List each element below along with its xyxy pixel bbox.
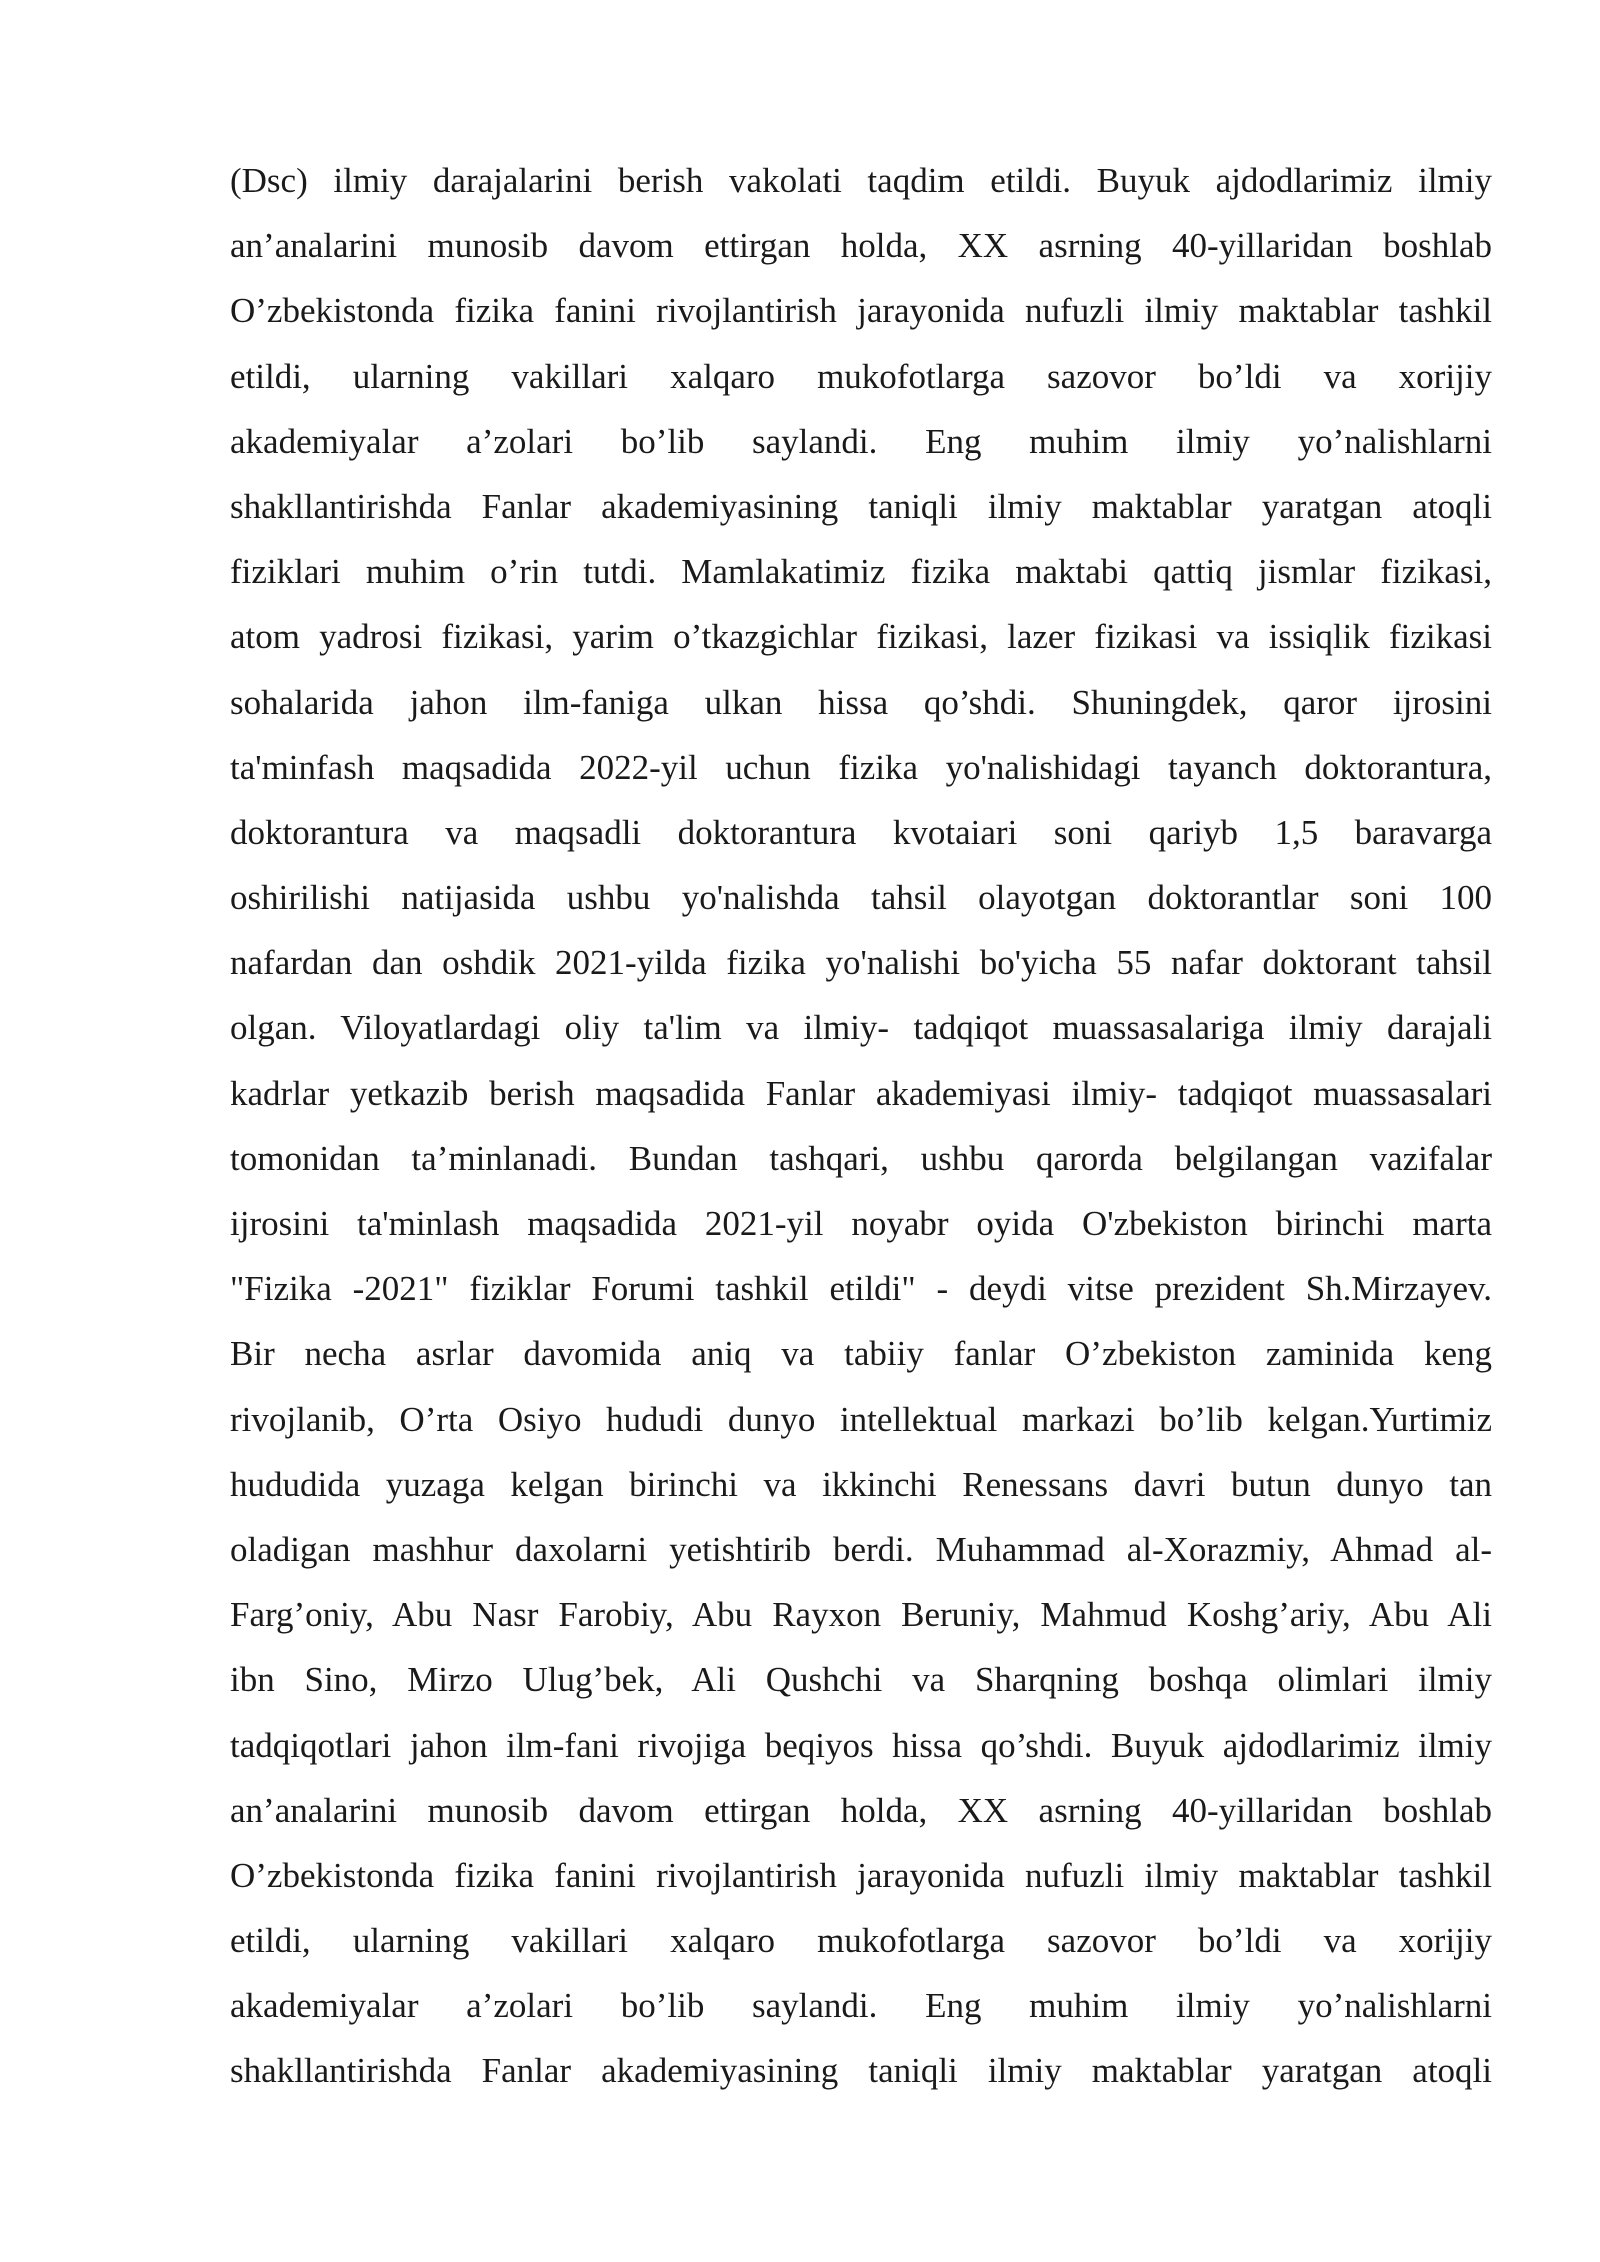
text-line: oladigan mashhur daxolarni yetishtirib berdi. Muhammad al-Xorazmiy, Ahmad al- — [230, 1529, 1492, 1569]
text-line: doktorantura va maqsadli doktorantura kvotaiari soni qariyb 1,5 baravarga — [230, 812, 1492, 852]
text-line: shakllantirishda Fanlar akademiyasining taniqli ilmiy maktablar yaratgan atoqli — [230, 2051, 1492, 2091]
text-line: an’analarini munosib davom ettirgan holda, XX asrning 40-yillaridan boshlab — [230, 1790, 1492, 1830]
text-line: O’zbekistonda fizika fanini rivojlantirish jarayonida nufuzli ilmiy maktablar tashkil — [230, 291, 1492, 331]
text-line: kadrlar yetkazib berish maqsadida Fanlar akademiyasi ilmiy- tadqiqot muassasalari — [230, 1073, 1492, 1113]
text-line: shakllantirishda Fanlar akademiyasining taniqli ilmiy maktablar yaratgan atoqli — [230, 486, 1492, 526]
text-line: atom yadrosi fizikasi, yarim o’tkazgichlar fizikasi, lazer fizikasi va issiqlik fizikasi — [230, 617, 1492, 657]
text-line: Bir necha asrlar davomida aniq va tabiiy fanlar O’zbekiston zaminida keng — [230, 1334, 1492, 1374]
text-line: (Dsc) ilmiy darajalarini berish vakolati taqdim etildi. Buyuk ajdodlarimiz ilmiy — [230, 161, 1492, 200]
text-line: ijrosini ta'minlash maqsadida 2021-yil noyabr oyida O'zbekiston birinchi marta — [230, 1204, 1492, 1243]
text-line: etildi, ularning vakillari xalqaro mukofotlarga sazovor bo’ldi va xorijiy — [230, 1921, 1492, 1961]
text-line: akademiyalar a’zolari bo’lib saylandi. Eng muhim ilmiy yo’nalishlarni — [230, 1986, 1492, 2026]
text-line: ta'minfash maqsadida 2022-yil uchun fizika yo'nalishidagi tayanch doktorantura, — [230, 747, 1492, 787]
text-line: fiziklari muhim o’rin tutdi. Mamlakatimiz fizika maktabi qattiq jismlar fizikasi, — [230, 552, 1492, 592]
text-line: akademiyalar a’zolari bo’lib saylandi. Eng muhim ilmiy yo’nalishlarni — [230, 421, 1492, 461]
body-text — [230, 148, 1492, 2104]
text-line: "Fizika -2021" fiziklar Forumi tashkil etildi" - deydi vitse prezident Sh.Mirzayev. — [230, 1269, 1492, 1309]
text-line: oshirilishi natijasida ushbu yo'nalishda tahsil olayotgan doktorantlar soni 100 — [230, 878, 1492, 918]
text-line: an’analarini munosib davom ettirgan holda, XX asrning 40-yillaridan boshlab — [230, 226, 1492, 266]
text-line: tomonidan ta’minlanadi. Bundan tashqari, ushbu qarorda belgilangan vazifalar — [230, 1138, 1492, 1178]
text-line: hududida yuzaga kelgan birinchi va ikkinchi Renessans davri butun dunyo tan — [230, 1464, 1492, 1504]
text-line: sohalarida jahon ilm-faniga ulkan hissa qo’shdi. Shuningdek, qaror ijrosini — [230, 682, 1492, 722]
text-line: nafardan dan oshdik 2021-yilda fizika yo'nalishi bo'yicha 55 nafar doktorant tahsil — [230, 943, 1492, 983]
text-line: ibn Sino, Mirzo Ulug’bek, Ali Qushchi va Sharqning boshqa olimlari ilmiy — [230, 1660, 1492, 1700]
text-line: olgan. Viloyatlardagi oliy ta'lim va ilmiy- tadqiqot muassasalariga ilmiy darajali — [230, 1008, 1492, 1048]
text-line: O’zbekistonda fizika fanini rivojlantirish jarayonida nufuzli ilmiy maktablar tashkil — [230, 1855, 1492, 1895]
text-line: etildi, ularning vakillari xalqaro mukofotlarga sazovor bo’ldi va xorijiy — [230, 356, 1492, 396]
text-line: rivojlanib, O’rta Osiyo hududi dunyo intellektual markazi bo’lib kelgan.Yurtimiz — [230, 1399, 1492, 1439]
text-line: tadqiqotlari jahon ilm-fani rivojiga beqiyos hissa qo’shdi. Buyuk ajdodlarimiz ilmiy — [230, 1725, 1492, 1765]
text-line: Farg’oniy, Abu Nasr Farobiy, Abu Rayxon Beruniy, Mahmud Koshg’ariy, Abu Ali — [230, 1595, 1492, 1635]
